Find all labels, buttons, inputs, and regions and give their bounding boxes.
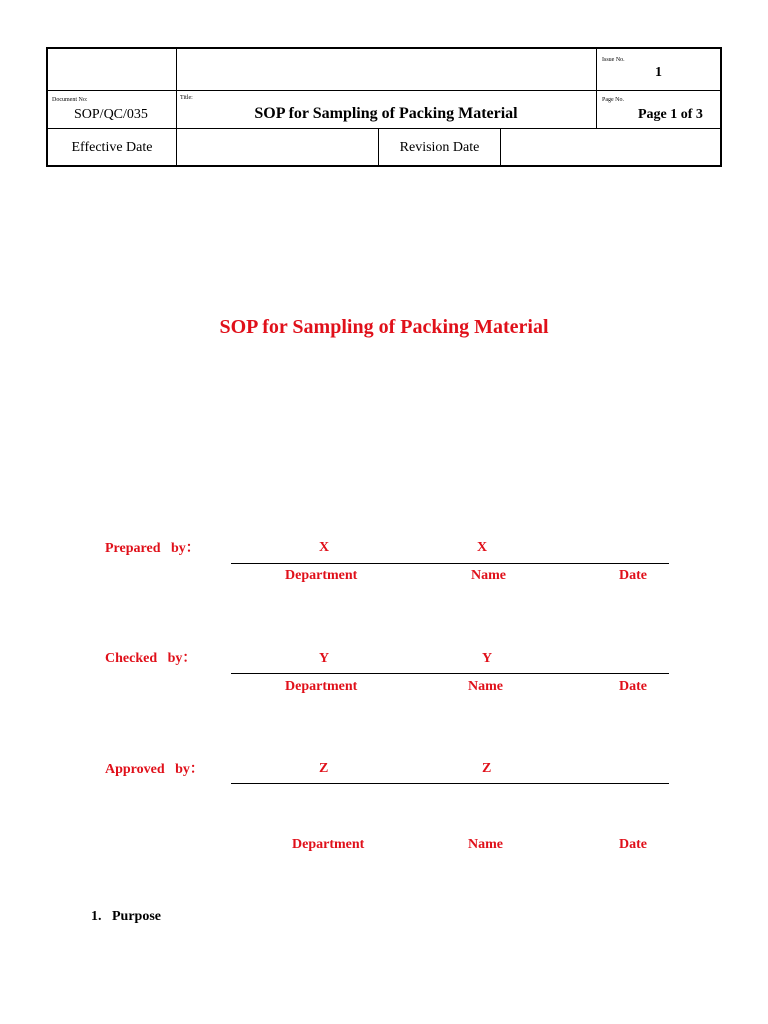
prepared-department-label: Department [285, 568, 358, 583]
approved-department-label: Department [292, 837, 365, 852]
prepared-name-value: X [477, 540, 488, 555]
approved-by-label: Approved by： [105, 762, 204, 777]
main-title: SOP for Sampling of Packing Material [219, 316, 549, 338]
document-number-value: SOP/QC/035 [74, 107, 148, 122]
approved-department-value: Z [319, 761, 329, 776]
header-col-divider-2 [596, 49, 597, 129]
issue-number-value: 1 [655, 65, 662, 80]
prepared-name-label: Name [471, 568, 506, 583]
checked-department-value: Y [319, 651, 330, 666]
section-title: Purpose [112, 909, 161, 924]
title-label: Title: [180, 95, 193, 101]
approved-name-label: Name [468, 837, 503, 852]
issue-number-label: Issue No. [602, 57, 625, 63]
section-heading-purpose [91, 909, 161, 925]
prepared-by-label: Prepared by： [105, 541, 200, 556]
checked-name-label: Name [468, 679, 503, 694]
header-row-divider-1 [48, 90, 720, 91]
page-number-value: Page 1 of 3 [638, 107, 703, 122]
checked-name-value: Y [482, 651, 493, 666]
checked-signature-line [231, 673, 669, 674]
header-row-divider-2 [48, 128, 720, 129]
prepared-date-label: Date [619, 568, 647, 583]
document-header-table [46, 47, 722, 167]
checked-by-label: Checked by： [105, 651, 197, 666]
section-number: 1. [91, 909, 102, 924]
revision-date-label: Revision Date [399, 140, 480, 155]
approved-name-value: Z [482, 761, 492, 776]
page-number-label: Page No. [602, 97, 624, 103]
document-number-label: Document No: [52, 97, 88, 103]
prepared-department-value: X [319, 540, 330, 555]
checked-date-label: Date [619, 679, 647, 694]
approved-signature-line [231, 783, 669, 784]
header-col-divider-4 [500, 129, 501, 165]
checked-department-label: Department [285, 679, 358, 694]
approved-date-label: Date [619, 837, 647, 852]
prepared-signature-line [231, 563, 669, 564]
document-title-value: SOP for Sampling of Packing Material [254, 105, 518, 122]
effective-date-label: Effective Date [71, 140, 153, 155]
